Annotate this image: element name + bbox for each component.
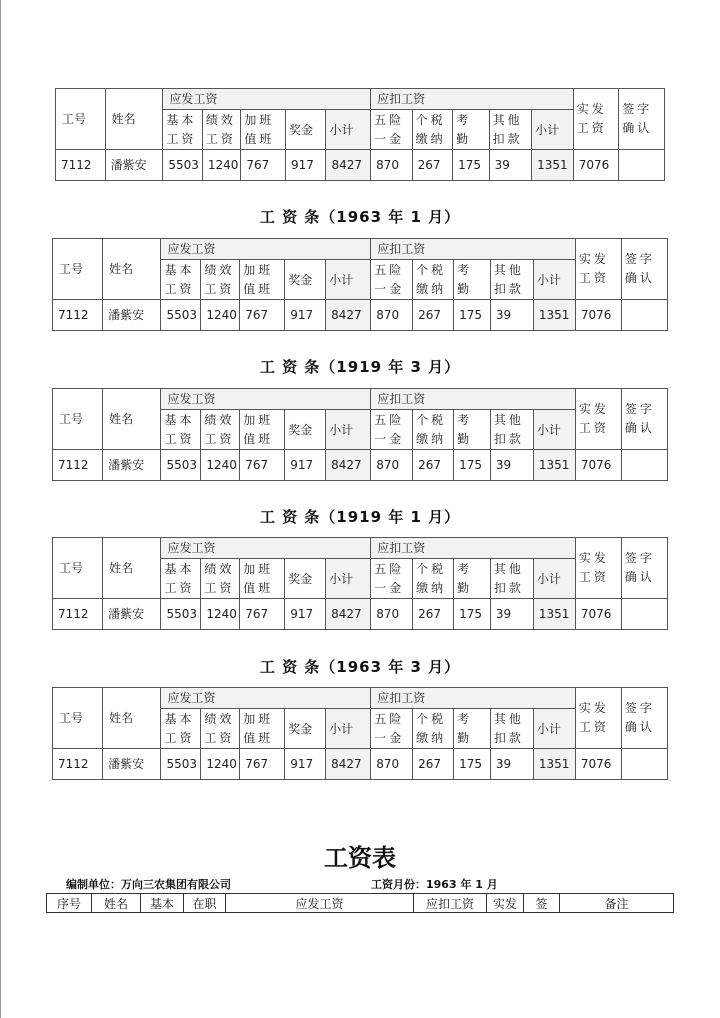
- header-insurance: 五险一金: [371, 559, 413, 599]
- header-gross-subtotal: 小计: [326, 709, 371, 749]
- header-other-deductions: 其他扣款: [490, 559, 533, 599]
- header-bonus: 奖金: [285, 709, 326, 749]
- cell-deduct-subtotal: 1351: [533, 450, 575, 481]
- cell-bonus: 917: [285, 599, 326, 630]
- cell-deduct-subtotal: 1351: [533, 749, 575, 780]
- salary-slip-table: [52, 537, 668, 630]
- cell-deduct-subtotal: 1351: [532, 150, 574, 181]
- cell-overtime-pay: 767: [240, 599, 285, 630]
- header-base-pay: 基本工资: [161, 260, 201, 300]
- header-gross-subtotal: 小计: [326, 110, 371, 150]
- header-other-deductions: 其他扣款: [489, 110, 532, 150]
- salary-slip-table: [52, 238, 668, 331]
- cell-base-pay: 5503: [161, 749, 201, 780]
- header-insurance: 五险一金: [371, 110, 413, 150]
- summary-title: 工资表: [324, 844, 396, 872]
- cell-name: 潘紫安: [103, 599, 161, 630]
- header-signature: 签字确认: [621, 389, 667, 450]
- header-net-pay: 实发工资: [575, 389, 621, 450]
- salary-slip-table: [52, 687, 668, 780]
- header-insurance: 五险一金: [371, 709, 413, 749]
- cell-bonus: 917: [285, 450, 326, 481]
- cell-other-deductions: 39: [490, 450, 533, 481]
- header-attendance: 考勤: [454, 260, 491, 300]
- cell-insurance: 870: [371, 599, 413, 630]
- cell-overtime-pay: 767: [240, 300, 285, 331]
- header-bonus: 奖金: [285, 260, 326, 300]
- cell-income-tax: 267: [413, 749, 454, 780]
- cell-name: 潘紫安: [103, 749, 161, 780]
- header-gross-pay: 应发工资: [163, 89, 371, 110]
- header-attendance: 考勤: [454, 559, 491, 599]
- slip-title: 工 资 条（1919 年 1 月）: [259, 508, 461, 526]
- header-other-deductions: 其他扣款: [490, 410, 533, 450]
- salary-slip-table: [55, 88, 665, 181]
- header-deductions: 应扣工资: [371, 389, 576, 410]
- cell-net-pay: 7076: [575, 450, 621, 481]
- header-base-pay: 基本工资: [163, 110, 203, 150]
- cell-attendance: 175: [454, 450, 491, 481]
- header-deductions: 应扣工资: [371, 538, 576, 559]
- cell-insurance: 870: [371, 450, 413, 481]
- slip-title: 工 资 条（1963 年 1 月）: [259, 208, 461, 226]
- summary-column-header: 姓名: [92, 894, 141, 913]
- header-performance-pay: 绩效工资: [201, 559, 240, 599]
- summary-column-header: 备注: [560, 894, 674, 913]
- cell-performance-pay: 1240: [201, 749, 240, 780]
- header-overtime-pay: 加班值班: [240, 709, 285, 749]
- header-overtime-pay: 加班值班: [240, 260, 285, 300]
- cell-performance-pay: 1240: [201, 300, 240, 331]
- summary-column-header: 序号: [47, 894, 92, 913]
- header-deduct-subtotal: 小计: [533, 709, 575, 749]
- header-other-deductions: 其他扣款: [490, 709, 533, 749]
- cell-other-deductions: 39: [489, 150, 532, 181]
- header-performance-pay: 绩效工资: [202, 110, 240, 150]
- summary-column-header: 在职: [184, 894, 226, 913]
- header-name: 姓名: [103, 538, 161, 599]
- cell-base-pay: 5503: [163, 150, 203, 181]
- cell-income-tax: 267: [413, 450, 454, 481]
- header-signature: 签字确认: [621, 688, 667, 749]
- header-attendance: 考勤: [453, 110, 489, 150]
- cell-bonus: 917: [285, 150, 326, 181]
- salary-slip-table: [52, 388, 668, 481]
- header-deduct-subtotal: 小计: [533, 559, 575, 599]
- slip-title: 工 资 条（1919 年 3 月）: [259, 358, 461, 376]
- header-insurance: 五险一金: [371, 260, 413, 300]
- cell-emp-id: 7112: [53, 599, 103, 630]
- header-signature: 签字确认: [621, 239, 667, 300]
- header-performance-pay: 绩效工资: [201, 709, 240, 749]
- cell-emp-id: 7112: [53, 749, 103, 780]
- header-signature: 签字确认: [621, 538, 667, 599]
- header-signature: 签字确认: [619, 89, 665, 150]
- header-bonus: 奖金: [285, 110, 326, 150]
- cell-gross-subtotal: 8427: [326, 150, 371, 181]
- header-name: 姓名: [105, 89, 163, 150]
- cell-net-pay: 7076: [575, 749, 621, 780]
- cell-name: 潘紫安: [105, 150, 163, 181]
- cell-signature: [621, 599, 667, 630]
- header-gross-subtotal: 小计: [326, 260, 371, 300]
- cell-attendance: 175: [454, 300, 491, 331]
- header-deduct-subtotal: 小计: [533, 260, 575, 300]
- cell-emp-id: 7112: [53, 450, 103, 481]
- header-performance-pay: 绩效工资: [201, 410, 240, 450]
- cell-gross-subtotal: 8427: [326, 300, 371, 331]
- cell-signature: [619, 150, 665, 181]
- header-name: 姓名: [103, 239, 161, 300]
- cell-signature: [621, 749, 667, 780]
- summary-column-header: 签: [524, 894, 560, 913]
- header-emp-id: 工号: [53, 538, 103, 599]
- header-gross-pay: 应发工资: [161, 239, 371, 260]
- header-attendance: 考勤: [454, 709, 491, 749]
- header-net-pay: 实发工资: [573, 89, 619, 150]
- cell-bonus: 917: [285, 300, 326, 331]
- cell-signature: [621, 450, 667, 481]
- cell-bonus: 917: [285, 749, 326, 780]
- cell-performance-pay: 1240: [201, 599, 240, 630]
- cell-deduct-subtotal: 1351: [533, 300, 575, 331]
- header-deductions: 应扣工资: [371, 89, 574, 110]
- cell-other-deductions: 39: [490, 749, 533, 780]
- company-label: 编制单位：万向三农集团有限公司: [66, 878, 231, 891]
- header-emp-id: 工号: [53, 688, 103, 749]
- header-income-tax: 个税缴纳: [413, 410, 454, 450]
- header-overtime-pay: 加班值班: [240, 410, 285, 450]
- cell-performance-pay: 1240: [202, 150, 240, 181]
- header-bonus: 奖金: [285, 410, 326, 450]
- header-base-pay: 基本工资: [161, 410, 201, 450]
- summary-column-header: 应扣工资: [414, 894, 487, 913]
- slip-title: 工 资 条（1963 年 3 月）: [259, 658, 461, 676]
- cell-other-deductions: 39: [490, 300, 533, 331]
- header-name: 姓名: [103, 389, 161, 450]
- header-emp-id: 工号: [53, 389, 103, 450]
- cell-base-pay: 5503: [161, 300, 201, 331]
- header-attendance: 考勤: [454, 410, 491, 450]
- header-net-pay: 实发工资: [575, 688, 621, 749]
- header-income-tax: 个税缴纳: [413, 559, 454, 599]
- cell-deduct-subtotal: 1351: [533, 599, 575, 630]
- cell-net-pay: 7076: [575, 599, 621, 630]
- cell-insurance: 870: [371, 749, 413, 780]
- header-gross-pay: 应发工资: [161, 538, 371, 559]
- header-income-tax: 个税缴纳: [413, 260, 454, 300]
- summary-column-header: 实发: [487, 894, 524, 913]
- cell-net-pay: 7076: [573, 150, 619, 181]
- cell-insurance: 870: [371, 150, 413, 181]
- cell-name: 潘紫安: [103, 450, 161, 481]
- header-deduct-subtotal: 小计: [532, 110, 574, 150]
- header-deduct-subtotal: 小计: [533, 410, 575, 450]
- header-bonus: 奖金: [285, 559, 326, 599]
- header-income-tax: 个税缴纳: [412, 110, 453, 150]
- header-gross-subtotal: 小计: [326, 559, 371, 599]
- cell-overtime-pay: 767: [240, 450, 285, 481]
- header-gross-pay: 应发工资: [161, 688, 371, 709]
- cell-overtime-pay: 767: [240, 749, 285, 780]
- cell-base-pay: 5503: [161, 450, 201, 481]
- cell-insurance: 870: [371, 300, 413, 331]
- cell-emp-id: 7112: [56, 150, 106, 181]
- header-performance-pay: 绩效工资: [201, 260, 240, 300]
- header-gross-subtotal: 小计: [326, 410, 371, 450]
- header-deductions: 应扣工资: [371, 239, 576, 260]
- cell-attendance: 175: [454, 749, 491, 780]
- cell-performance-pay: 1240: [201, 450, 240, 481]
- summary-header-table: [46, 893, 674, 913]
- header-net-pay: 实发工资: [575, 239, 621, 300]
- header-gross-pay: 应发工资: [161, 389, 371, 410]
- cell-income-tax: 267: [413, 300, 454, 331]
- summary-column-header: 应发工资: [226, 894, 414, 913]
- cell-attendance: 175: [454, 599, 491, 630]
- summary-column-header: 基本: [141, 894, 184, 913]
- header-insurance: 五险一金: [371, 410, 413, 450]
- header-emp-id: 工号: [53, 239, 103, 300]
- header-emp-id: 工号: [56, 89, 106, 150]
- cell-other-deductions: 39: [490, 599, 533, 630]
- header-base-pay: 基本工资: [161, 709, 201, 749]
- cell-emp-id: 7112: [53, 300, 103, 331]
- header-overtime-pay: 加班值班: [240, 559, 285, 599]
- cell-income-tax: 267: [412, 150, 453, 181]
- cell-base-pay: 5503: [161, 599, 201, 630]
- header-deductions: 应扣工资: [371, 688, 576, 709]
- header-overtime-pay: 加班值班: [241, 110, 286, 150]
- cell-signature: [621, 300, 667, 331]
- header-income-tax: 个税缴纳: [413, 709, 454, 749]
- header-net-pay: 实发工资: [575, 538, 621, 599]
- cell-gross-subtotal: 8427: [326, 450, 371, 481]
- salary-month-label: 工资月份：1963 年 1 月: [371, 878, 498, 891]
- cell-overtime-pay: 767: [241, 150, 286, 181]
- cell-gross-subtotal: 8427: [326, 749, 371, 780]
- cell-name: 潘紫安: [103, 300, 161, 331]
- cell-net-pay: 7076: [575, 300, 621, 331]
- summary-header-row: [47, 894, 674, 913]
- header-name: 姓名: [103, 688, 161, 749]
- header-base-pay: 基本工资: [161, 559, 201, 599]
- cell-attendance: 175: [453, 150, 489, 181]
- cell-income-tax: 267: [413, 599, 454, 630]
- cell-gross-subtotal: 8427: [326, 599, 371, 630]
- header-other-deductions: 其他扣款: [490, 260, 533, 300]
